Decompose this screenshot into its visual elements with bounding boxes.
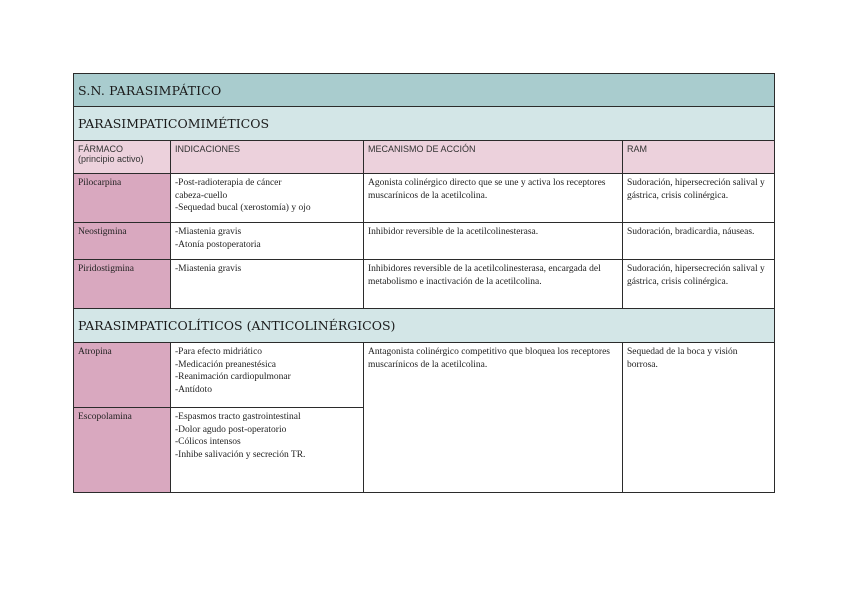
header-row [74, 141, 775, 174]
mechanism-cell: Antagonista colinérgico competitivo que bloquea los receptores muscarínicos de la acetilcolina. [364, 343, 623, 493]
drug-name: Atropina [74, 343, 171, 408]
mechanism-cell: Agonista colinérgico directo que se une y activa los receptores muscarínicos de la acetilcolina. [364, 174, 623, 223]
section-row-mimeticos [74, 107, 775, 141]
table-row [74, 223, 775, 260]
mechanism-cell: Inhibidor reversible de la acetilcolinesterasa. [364, 223, 623, 260]
header-farmaco-sub: (principio activo) [78, 154, 144, 164]
indications-cell [171, 260, 364, 309]
indications-cell [171, 408, 364, 493]
drug-name: Pilocarpina [74, 174, 171, 223]
indication-line: -Miastenia gravis [175, 264, 242, 274]
title-row [74, 74, 775, 107]
indication-line: -Para efecto midriático [175, 347, 263, 357]
indication-line: -Espasmos tracto gastrointestinal [175, 412, 301, 422]
ram-cell: Sudoración, hipersecreción salival y gástrica, crisis colinérgica. [623, 260, 775, 309]
ram-cell: Sudoración, hipersecreción salival y gástrica, crisis colinérgica. [623, 174, 775, 223]
drug-name: Neostigmina [74, 223, 171, 260]
header-ram: RAM [623, 141, 775, 174]
indication-line: -Dolor agudo post-operatorio [175, 424, 287, 435]
header-farmaco [74, 141, 171, 174]
header-indicaciones: INDICACIONES [171, 141, 364, 174]
header-farmaco-label: FÁRMACO [78, 144, 123, 154]
mechanism-cell: Inhibidores reversible de la acetilcolinesterasa, encargada del metabolismo e inactivación de la acetilcolina. [364, 260, 623, 309]
indication-line: -Antídoto [175, 384, 212, 395]
indication-line: -Inhibe salivación y secreción TR. [175, 449, 306, 460]
table-row [74, 174, 775, 223]
indication-line: -Sequedad bucal (xerostomía) y ojo [175, 203, 311, 213]
section-row-liticos [74, 309, 775, 343]
indications-cell [171, 343, 364, 408]
ram-cell: Sudoración, bradicardia, náuseas. [623, 223, 775, 260]
indications-cell [171, 174, 364, 223]
ram-cell: Sequedad de la boca y visión borrosa. [623, 343, 775, 493]
indications-cell [171, 223, 364, 260]
table-row [74, 260, 775, 309]
section-title-parasimpaticoliticos: PARASIMPATICOLÍTICOS (ANTICOLINÉRGICOS) [74, 309, 775, 343]
indication-line: -Miastenia gravis [175, 227, 242, 237]
drug-table [73, 73, 775, 493]
indication-line: -Post-radioterapia de cáncer [175, 178, 282, 188]
indication-line: -Medicación preanestésica [175, 359, 277, 370]
indication-line: -Atonía postoperatoria [175, 239, 261, 250]
drug-name: Piridostigmina [74, 260, 171, 309]
header-mecanismo: MECANISMO DE ACCIÓN [364, 141, 623, 174]
section-title-parasimpaticomimeticos: PARASIMPATICOMIMÉTICOS [74, 107, 775, 141]
indication-line: -Cólicos intensos [175, 437, 241, 447]
indication-line: cabeza-cuello [175, 190, 228, 201]
indication-line: -Reanimación cardiopulmonar [175, 372, 291, 382]
drug-name: Escopolamina [74, 408, 171, 493]
table-title: S.N. PARASIMPÁTICO [74, 74, 775, 107]
table-row [74, 343, 775, 408]
